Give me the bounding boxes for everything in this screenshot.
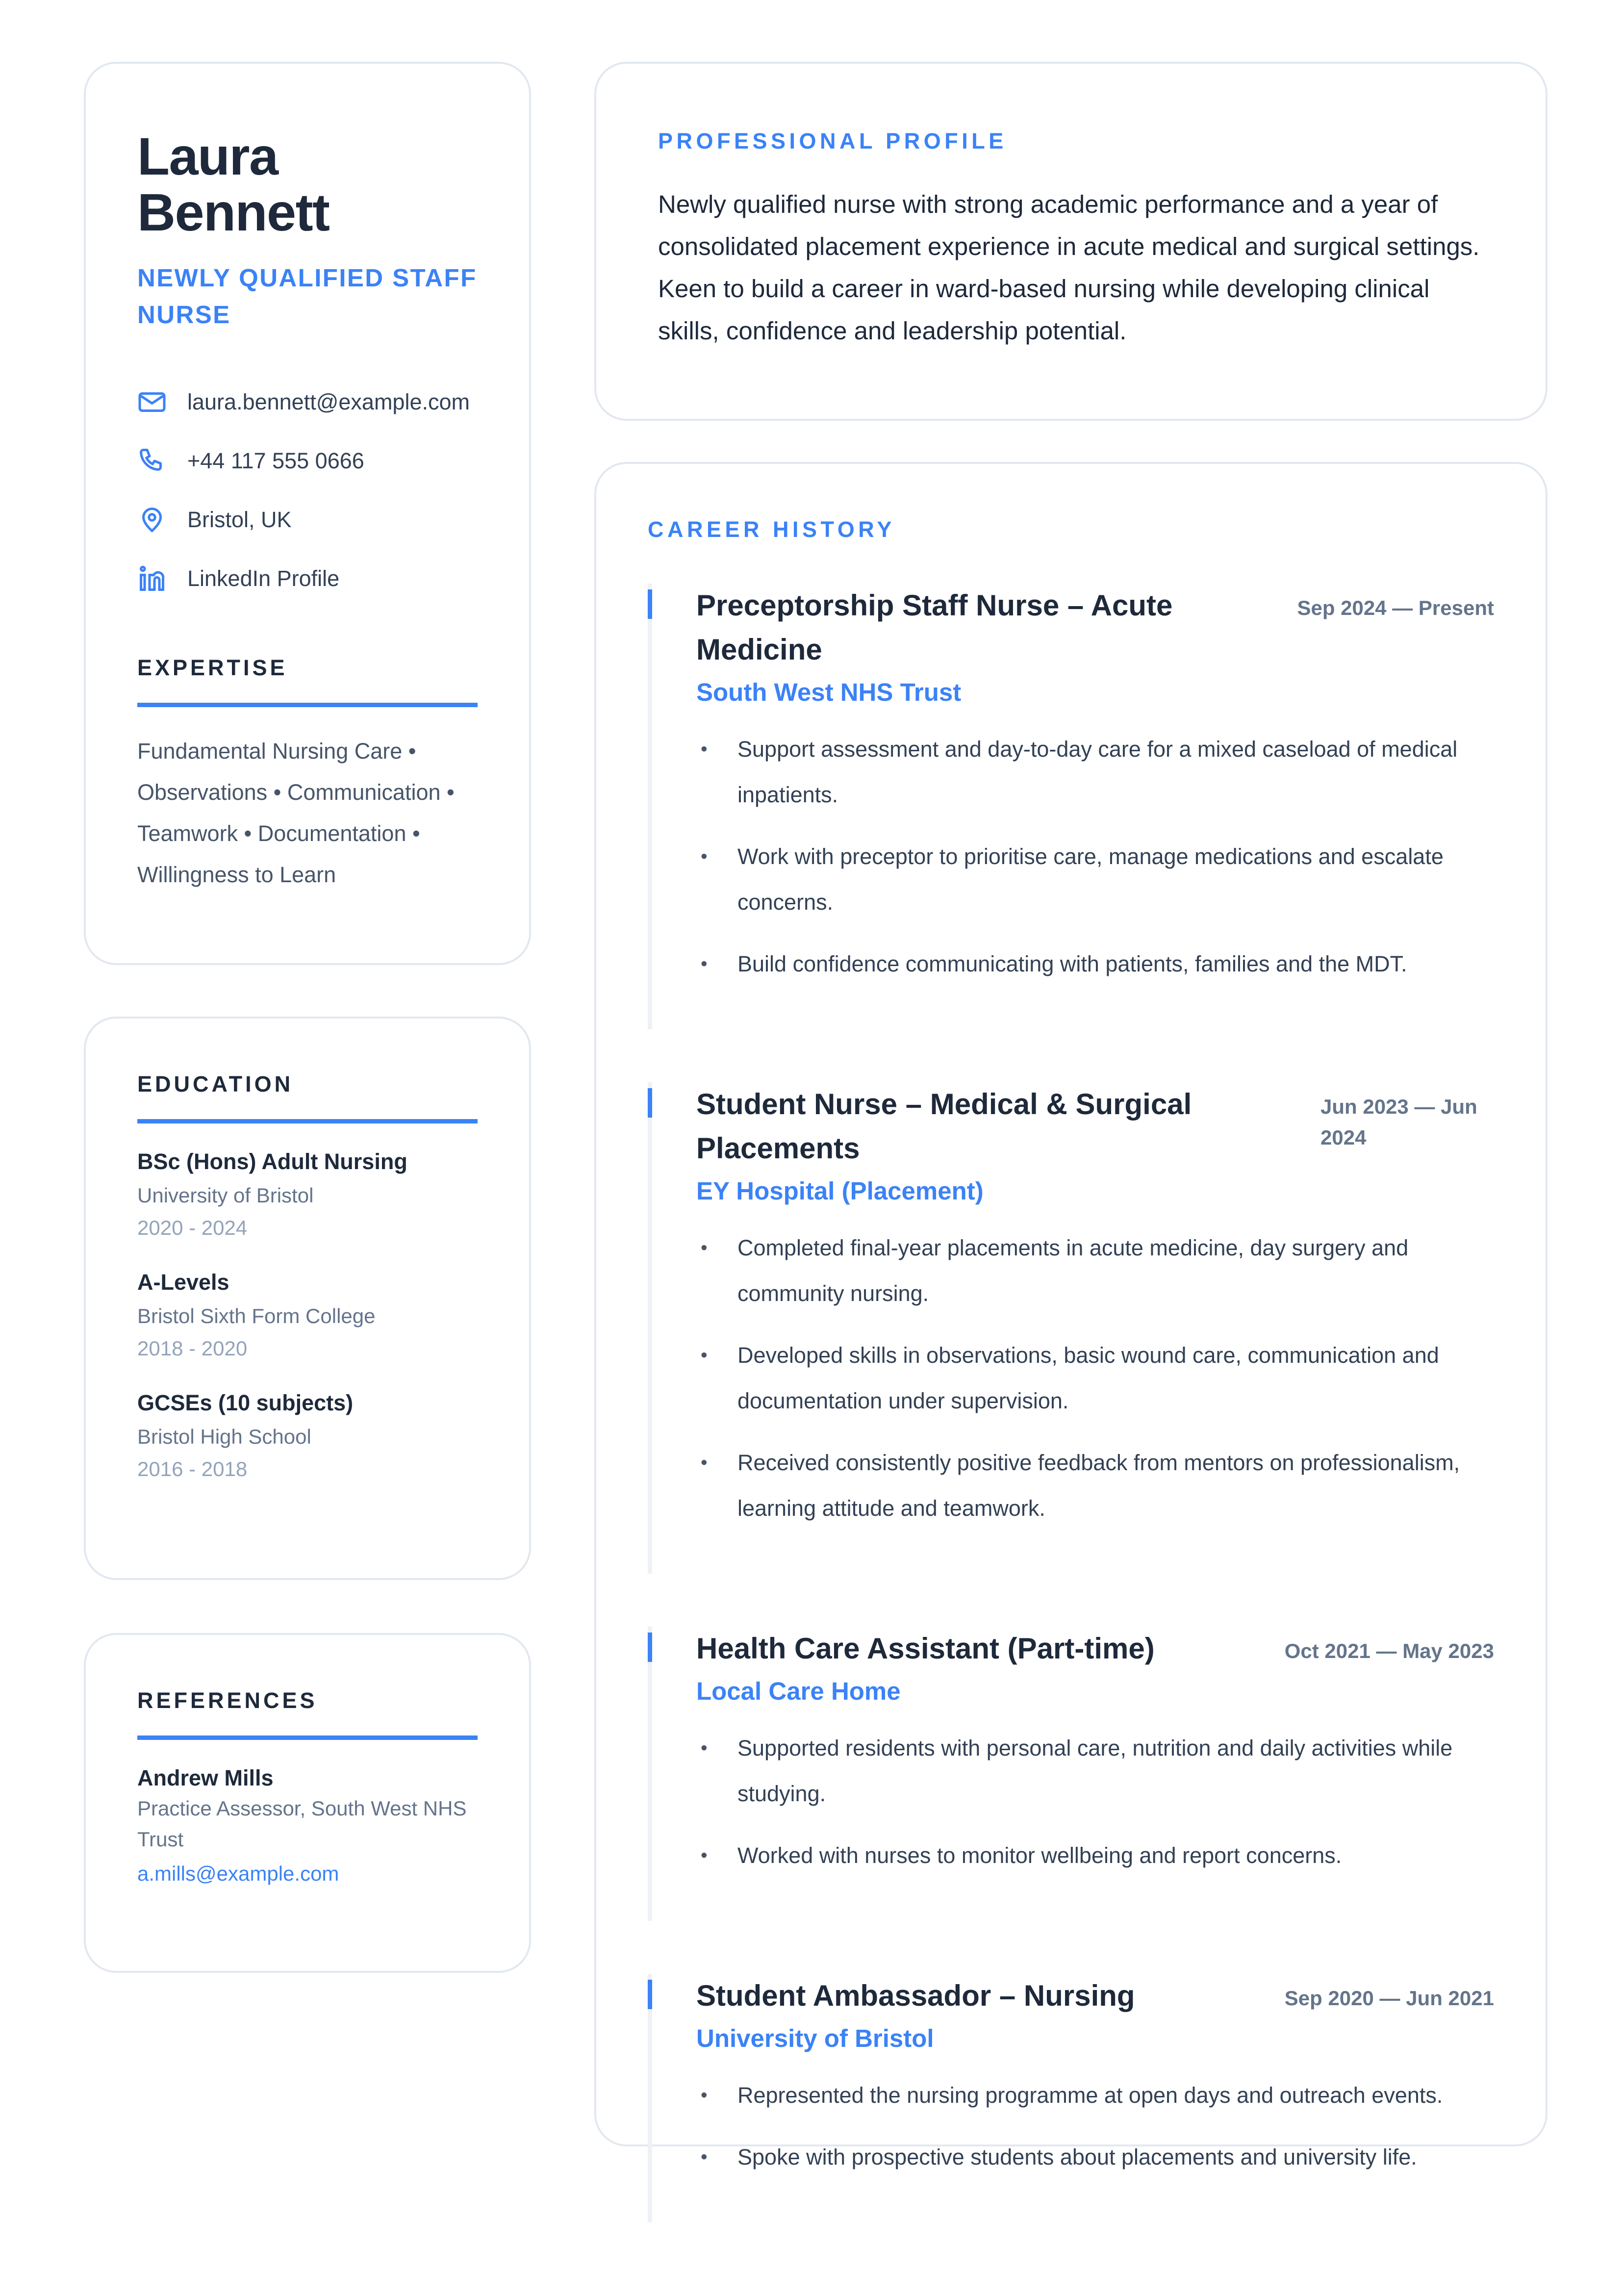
education-list xyxy=(137,1147,478,1485)
contact-email[interactable] xyxy=(137,387,478,417)
expertise-list: Fundamental Nursing Care • Observations • Communication • Teamwork • Documentation • Willingness to Learn xyxy=(137,739,455,887)
employer: South West NHS Trust xyxy=(696,678,962,706)
career-entry xyxy=(648,584,1494,1029)
bullet-item: • Support assessment and day-to-day care for a mixed caseload of medical inpatients. xyxy=(696,726,1494,817)
job-title: Health Care Assistant (Part-time) xyxy=(696,1632,1155,1665)
divider xyxy=(137,1119,478,1123)
references-card xyxy=(84,1633,531,1973)
years: 2016 - 2018 xyxy=(137,1457,248,1480)
contact-linkedin[interactable] xyxy=(137,564,478,593)
job-dates: Jun 2023 — Jun 2024 xyxy=(1320,1095,1477,1149)
career-entry xyxy=(648,1627,1494,1921)
degree: A-Levels xyxy=(137,1270,229,1295)
bullet-item: • Completed final-year placements in acute medicine, day surgery and community nursing. xyxy=(696,1225,1494,1316)
job-title: NEWLY QUALIFIED STAFF NURSE xyxy=(137,264,477,329)
job-title: Student Nurse – Medical & Surgical Placements xyxy=(696,1088,1192,1165)
location-pin-icon xyxy=(137,505,167,535)
contact-text: Bristol, UK xyxy=(187,507,292,532)
education-card xyxy=(84,1017,531,1580)
entry-header xyxy=(696,1627,1494,1671)
school: Bristol High School xyxy=(137,1425,311,1448)
reference-email-link[interactable]: a.mills@example.com xyxy=(137,1862,339,1885)
first-name: Laura xyxy=(137,127,278,186)
reference-name: Andrew Mills xyxy=(137,1765,274,1790)
employer: University of Bristol xyxy=(696,2024,934,2052)
bullet-item: • Represented the nursing programme at open days and outreach events. xyxy=(696,2072,1494,2118)
career-card xyxy=(594,462,1547,2169)
phone-icon xyxy=(137,446,167,476)
contact-location xyxy=(137,505,478,535)
education-item xyxy=(137,1147,478,1244)
contact-phone[interactable] xyxy=(137,446,478,476)
profile-text: Newly qualified nurse with strong academic performance and a year of consolidated placement experience in acute medical and surgical settings. Keen to build a career in ward-based nursing while developing clinical skills, confidence and leadership potential. xyxy=(658,190,1480,345)
entry-header xyxy=(696,584,1494,672)
career-entry xyxy=(648,1974,1494,2222)
profile-heading: PROFESSIONAL PROFILE xyxy=(658,128,1007,153)
expertise-heading: EXPERTISE xyxy=(137,655,288,680)
bullet-item: • Developed skills in observations, basic wound care, communication and documentation under supervision. xyxy=(696,1332,1494,1424)
career-entry xyxy=(648,1082,1494,1574)
job-dates: Oct 2021 — May 2023 xyxy=(1284,1639,1494,1662)
identity-card xyxy=(84,62,531,965)
bullet-list xyxy=(696,2072,1494,2180)
job-title: Student Ambassador – Nursing xyxy=(696,1979,1135,2012)
bullet-item: • Spoke with prospective students about placements and university life. xyxy=(696,2134,1494,2180)
bullet-list xyxy=(696,726,1494,987)
years: 2020 - 2024 xyxy=(137,1216,248,1239)
reference-role: Practice Assessor, South West NHS Trust xyxy=(137,1797,467,1851)
school: Bristol Sixth Form College xyxy=(137,1304,376,1327)
education-heading: EDUCATION xyxy=(137,1071,294,1097)
degree: GCSEs (10 subjects) xyxy=(137,1390,354,1415)
education-item xyxy=(137,1268,478,1365)
contact-text: +44 117 555 0666 xyxy=(187,448,364,473)
linkedin-icon xyxy=(137,564,167,593)
last-name: Bennett xyxy=(137,182,330,242)
contact-text: LinkedIn Profile xyxy=(187,566,340,591)
profile-card xyxy=(594,62,1547,421)
entry-header xyxy=(696,1974,1494,2018)
divider xyxy=(137,703,478,707)
degree: BSc (Hons) Adult Nursing xyxy=(137,1149,407,1174)
education-item xyxy=(137,1388,478,1485)
job-dates: Sep 2024 — Present xyxy=(1297,596,1494,619)
bullet-item: • Supported residents with personal care, nutrition and daily activities while studying. xyxy=(696,1725,1494,1816)
mail-icon xyxy=(137,387,167,417)
school: University of Bristol xyxy=(137,1184,314,1207)
bullet-list xyxy=(696,1725,1494,1878)
job-title: Preceptorship Staff Nurse – Acute Medicine xyxy=(696,589,1173,666)
bullet-item: • Work with preceptor to prioritise care, manage medications and escalate concerns. xyxy=(696,834,1494,925)
employer: Local Care Home xyxy=(696,1677,901,1705)
bullet-item: • Build confidence communicating with patients, families and the MDT. xyxy=(696,941,1494,987)
candidate-name xyxy=(137,128,478,240)
divider xyxy=(137,1735,478,1740)
employer: EY Hospital (Placement) xyxy=(696,1177,984,1205)
references-heading: REFERENCES xyxy=(137,1688,318,1713)
contact-list xyxy=(137,387,478,593)
bullet-item: • Worked with nurses to monitor wellbeing and report concerns. xyxy=(696,1833,1494,1878)
bullet-item: • Received consistently positive feedback from mentors on professionalism, learning attitude and teamwork. xyxy=(696,1440,1494,1531)
career-entries xyxy=(648,584,1494,2222)
entry-header xyxy=(696,1082,1494,1171)
job-dates: Sep 2020 — Jun 2021 xyxy=(1284,1987,1494,2010)
career-heading: CAREER HISTORY xyxy=(648,517,896,542)
bullet-list xyxy=(696,1225,1494,1531)
contact-text: laura.bennett@example.com xyxy=(187,389,470,414)
years: 2018 - 2020 xyxy=(137,1337,248,1360)
